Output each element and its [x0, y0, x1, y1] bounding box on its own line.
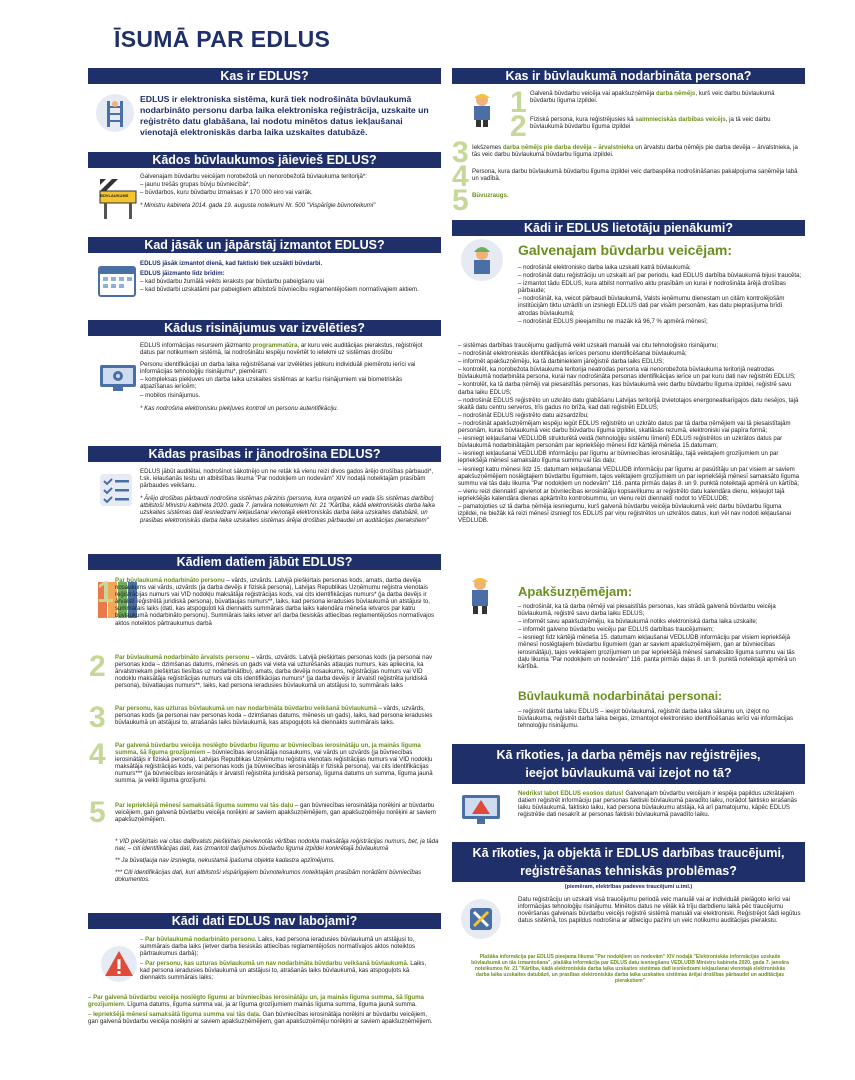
- when-l2: – kad būvdarbi uzskatāmi par pabeigtiem atbilstoši būvniecību reglamentējošiem normatīvajiem aktiem.: [140, 286, 419, 294]
- where-note: * Ministru kabineta 2014. gada 19. augusta noteikumi Nr. 500 "Vispārīgie būvnoteikumi": [140, 202, 376, 210]
- solutions-note: * Kas nodrošina elektronisku piekļuves kontroli un personu autentifikāciju.: [140, 404, 339, 412]
- disruption-subtitle: (piemēram, elektrības padeves traucējumi u.tml.): [564, 884, 693, 890]
- worker-icon: [462, 88, 502, 128]
- solutions-l1: – kompleksas piekļuves un darba laika uzskaites sistēmas ar karšu risinājumiem vai biometriskās atpazīšanas ierīcēm;: [140, 376, 403, 391]
- data-num-4: 4: [89, 738, 106, 771]
- role-general-contractor: Galvenajam būvdarbu veicējam:: [518, 242, 732, 258]
- when-text: [140, 260, 430, 294]
- person-num-1: 1: [510, 86, 527, 119]
- when-l1: – kad būvdarbu žurnālā veikts ieraksts par būvdarbu pabeigšanu vai: [140, 278, 324, 286]
- requirements-note: * Ārējo drošības pārbaudi nodrošina sistēmas pārzinis (persona, kura organizē un vada šīs sistēmas darbību) atbilstoši Ministru kabineta 2020. gada 7. janvāra noteikumiem Nr. 21 "Kārtība, kādā elektroniskās darba laika uzskaites sistēmas datī iesniedzami iekļaušanai vienotajā elektroniskās darba laika uzskaites datubāzē, un prasības elektroniskās darba laika uzskaites sistēmas ārējai drošības pārbaudei un auditācijas pierakstiem": [140, 495, 435, 524]
- section-header-disruption: Kā rīkoties, ja objektā ir EDLUS darbības traucējumi, reģistrēšanas tehniskās problēmas?: [452, 842, 805, 882]
- person-item-3: Iekšzemes darba ņēmējs pie darba devēja – ārvalstnieka un ārvalstu darba ņēmējs pie darba devēja – ārvalstnieka, ja tās veic darbu būvlaukumā būvdarbu līguma izpildei.: [472, 144, 798, 159]
- person-num-4: 4: [452, 160, 469, 193]
- not-registered-text: Nedrīkst labot EDLUS esošos datus! Galvenajam būvdarbu veicējam ir iespēja papildus uzkrātajiem datiem reģistrēt informāciju par personas faktiski būvlaukumā pavadīto laiku, norādot faktisko ierašanās laiku būvlaukumā, faktisko laiku, kad persona būvlaukumu atstāja, kā arī pamatojumu, kāpēc EDLUS reģistrētie dati nesakrīt ar personas faktiski būvlaukumā pavadīto laiku.: [518, 790, 798, 819]
- not-editable-text-2: – Par galvenā būvdarbu veicēja noslēgto līgumu ar būvniecības ierosinātāju un, ja mainās līguma summa, šā līguma grozījumiem. Līguma datums, līguma summa vai, ja ar līguma grozījumiem mainās līguma summa, līguma jaunā summa. – Iepriekšējā mēnesī samaksātā līguma summa vai tās daļa. Gan būvniecības ierosinātāja norēķini ar būvdarbu veicējiem, gan galvenā būvdarbu veicēja norēķini ar saviem apakšuzņēmējiem, gan apakšuzņēmēju norēķini ar saviem apakšuzņēmējiem.: [88, 994, 433, 1026]
- person-num-2: 2: [510, 110, 527, 143]
- section-header-when: Kad jāsāk un jāpārstāj izmantot EDLUS?: [88, 237, 441, 253]
- data-item-3: Par personu, kas uzturas būvlaukumā un nav nodarbināta būvdarbu veikšanā būvlaukumā – vārds, uzvārds, personas kods (ja personai nav personas koda – dzimšanas datums, mēnesis un gads), laiks, kad persona ieradusies būvlaukumā un atstājusi to, atrašanās laiks būvlaukumā, kas atspoguļots kā diennakts summārais laiks.: [115, 705, 433, 727]
- data-num-2: 2: [89, 650, 106, 683]
- solutions-text: [140, 342, 430, 413]
- subcontractor-duties: – nodrošināt, ka tā darba ņēmēji vai piesaistītās personas, kas strādā galvenā būvdarbu veicēja būvlaukumā, reģistrē savu darba laiku EDLUS; – informēt savu apakšuzņēmēju, ka būvlaukumā notiks elektroniskā darba laika uzskaite; – informēt galveno būvdarbu veicēju par EDLUS darbības traucējumiem; – iesniegt līdz kārtējā mēneša 15. datumam iekļaušanai VEDLUDB informāciju par visiem iepriekšējā mēnesī noslēgtajiem būvdarbu līgumiem (gan ar saviem apakšuzņēmējiem, gan ar būvniecības ierosinātāju), tajos veiktajiem grozījumiem un par iepriekšējā mēnesī samaksāto līguma summu vai tās daļu likuma "Par nodokļiem un nodevām" 116. panta pirmās daļas 8. un 9. punktā noteiktajā apmērā un kārtībā.: [518, 603, 796, 670]
- section-header-where: Kādos būvlaukumos jāievieš EDLUS?: [88, 152, 441, 168]
- solutions-l2: – mobilos risinājumus.: [140, 391, 201, 399]
- requirements-p1: EDLUS jābūt auditētai, nodrošinot sākotnējo un ne retāk kā vienu reizi divos gados ārējo drošības pārbaudi*, t.sk. ielaušanās testu un atbilstības likuma "Par nodokļiem un nodevām" XIV nodaļā noteiktajām prasībām pārbaudes veikšanu.: [140, 468, 434, 490]
- page-title: ĪSUMĀ PAR EDLUS: [114, 26, 331, 52]
- where-text: [140, 173, 430, 210]
- checklist-icon: [98, 472, 134, 508]
- solutions-p1a: EDLUS informācijas resursiem jāizmanto: [140, 342, 253, 349]
- worker-ladder-icon: [95, 93, 135, 133]
- data-num-5: 5: [89, 796, 106, 829]
- tools-icon: [460, 898, 502, 940]
- general-duties-1: – nodrošināt elektronisko darba laika uzskaiti katrā būvlaukumā; – nodrošināt datu reģistrāciju un uzskaiti arī par periodu, kad EDLUS darbība būvlaukumā bijusi traucēta; – izmantot tādu EDLUS, kura atbilst normatīvo aktu prasībām un kurai ir nodrošināta ārējā drošības pārbaude; – nodrošināt, ka, veicot pārbaudi būvlaukumā, Valsts ieņēmumu dienestam un citām kontrolējošām institūcijām tiktu uzrādīti un izsniegti EDLUS dati par visām personām, kas datu pieprasījuma brīdī atrodas būvlaukumā; – nodrošināt EDLUS pieejamību ne mazāk kā 96,7 % apmērā mēnesī;: [518, 264, 802, 325]
- when-p2: EDLUS jāizmanto līdz brīdim:: [140, 270, 225, 278]
- data-item-4: Par galvenā būvdarbu veicēja noslēgto būvdarbu līgumu ar būvniecības ierosinātāju un, ja mainās līguma summa, šā līguma grozījumiem – būvniecības ierosinātāja nosaukums, vai vārds un uzvārds (ja būvniecības ierosinātājs ir fiziskā persona). Latvijas Republikas Uzņēmumu reģistra vienotais reģistrācijas numurs vai VID nodokļu maksātāja reģistrācijas kods, vai personas kods (ja būvniecības ierosinātājs ir fiziskā persona), vai cits identifikācijas numurs*** (ja būvniecības ierosinātājs ir ārvalstī reģistrēta juridiskā persona), līguma datums un summa, līguma jaunā summa, ja veikti līguma grozījumi.: [115, 742, 433, 785]
- error-monitor-icon: [460, 793, 502, 827]
- requirements-text: [140, 468, 435, 525]
- subcontractor-icon: [460, 572, 500, 616]
- data-num-3: 3: [89, 701, 106, 734]
- role-subcontractor: Apakšuzņēmējam:: [518, 584, 633, 599]
- person-item-5: Būvuzraugs.: [472, 192, 509, 199]
- settings-monitor-icon: [98, 363, 138, 393]
- where-l2: – būvdarbos, kuru būvdarbu izmaksas ir 170 000 eiro vai vairāk.: [140, 189, 313, 197]
- not-editable-text-1: – Par būvlaukumā nodarbināto personu. Laiks, kad persona ieradusies būvlaukumā un atstājusi to, summārais darba laiks (ietver darba tiesiskās attiecības reglamentējošos normatīvajos aktos noteiktos pārtraukumus darbā); – Par personu, kas uzturas būvlaukumā un nav nodarbināta būvdarbu veikšanā būvlaukumā. Laiks, kad persona ieradusies būvlaukumā un atstājusi to, atrašanās laiks būvlaukumā, kas atspoguļots kā diennakts summārais laiks;: [140, 936, 427, 982]
- data-item-2: Par būvlaukumā nodarbināto ārvalsts personu – vārds, uzvārds. Latvijā piešķirtais personas kods (ja personai nav personas koda – dzimšanas datums, mēnesis un gads vai vieta vai uzturēšanās atļaujas numurs, kas apliecina, ka ārvalstniekam piešķirtas tiesības uz nodarbinātību), amats, darba devēja nosaukums, reģistrācijas numurs vai VID nodokļu maksātāja reģistrācijas numurs vai cits identifikācijas numurs* (ja darba devējs ir ārvalstī reģistrēta juridiskā persona), būvatļaujas numurs**, laiks, kad persona ieradusies būvlaukumā un atstājusi to, summārais laiks: [115, 654, 433, 690]
- general-duties-2: – sistēmas darbības traucējumu gadījumā veikt uzskaiti manuāli vai citu tehnoloģisko risinājumu; – nodrošināt elektroniskās identifikācijas ierīces personu identificēšanai būvlaukumā; – informēt apakšuzņēmēju, ka tā darbiniekiem jāreģistrē darba laiks EDLUS; – kontrolēt, ka norobežota būvlaukuma teritorija neatrodas persona vai nenorobežota būvlaukuma teritorijā neatrodas būvlaukumā nodarbināta persona, kurai nav nodrošināta personas identifikācijas ierīce un par kuru dati nav reģistrēti EDLUS; – kontrolēt, ka tā darba ņēmēji vai piesaistītās personas, kas būvlaukumā veic darbu būvdarbu līguma izpildei, reģistrē savu darba laiku EDLUS; – nodrošināt EDLUS reģistrēto un uzkrāto datu glabāšanu Latvijas teritorijā izvietotajos energoneatkarīgajos datu nesējos, tajā skaitā datu centru serveros, trīs gadus no brīža, kad dati reģistrēti EDLUS; – nodrošināt EDLUS reģistrēto datu aizsardzību; – nodrošināt apakšuzņēmējam iespēju iegūt EDLUS reģistrēto un uzkrāto datus par tā darba ņēmējiem vai tā piesaistītajām personām, kuras būvlaukumā veic darbu būvdarbu līguma izpildei, skatlāsās rezumā, elektroniski vai papīra formā; – iesniegt iekļaušanai VEDLUDB strukturētā veidā (tehnoloģiju sistēmu līmenī) EDLUS reģistrētos un uzkrātos datus par būvlaukumā nodarbinātajām personām par iepriekšējo mēnesi līdz kārtējā mēneša 15.datumam; – iesniegt iekļaušanai VEDLUDB informāciju par līgumu ar būvniecības ierosinātāju, tajā veiktajiem grozījumiem un par iepriekšējā mēnesī samaksāto līguma summu vai tās daļu; – iesniegt katru mēnesi līdz 15. datumam iekļaušanai VEDLUDB informāciju par līgumu ar pasūtītāju un par visiem ar saviem apakšuzņēmējiem noslēgtajiem būvdarbu līgumiem, tajos veiktajiem grozījumiem un par iepriekšējā mēnesī samaksāto līguma summu vai tās daļu likuma "Par nodokļiem un nodevām" 116. panta pirmās daļas 8. un 9. punktā noteiktajā apmērā un kārtībā; – vienu reizi diennaktī apvienot ar būvniecības ierosinātāju kopsavilkumu ar reģistrēto datu kalendāra dienu, iekļaujot tajā iepriekšējās kalendāra dienas apkārtnīto kontrolsummu, un vienu reizi diennaktī nodot to VEDLUDB; – pamatojoties uz tā darba ņēmēja iesniegumu, kurš galvenā būvdarbu veicēja būvlaukumā veic darbu būvdarbu līguma izpildei, ne biežāk kā reizi mēnesī izsniegt tos EDLUS par viņu reģistrētos un uzkrātos datus, kuri vēl nav nodoti iekļaušanai VEDLUDB.: [458, 342, 800, 525]
- section-header-data: Kādiem datiem jābūt EDLUS?: [88, 554, 441, 570]
- what-is-lead: EDLUS ir elektroniska sistēma, kurā tiek nodrošināta būvlaukumā nodarbināto personu darba laika elektroniska reģistrācija, uzskaite un reģistrēto datu glabāšana, lai nodotu minētos datus iekļaušanai vienotajā elektroniskās darba laika uzskaites datubāzē.: [140, 94, 429, 137]
- calendar-icon: [98, 263, 136, 297]
- employee-duties: – reģistrēt darba laiku EDLUS – ieejot būvlaukumā, reģistrēt darba laika sākumu un, izejot no būvlaukuma, reģistrēt darba laika beigas, izmantojot elektronisko identificēšanas ierīci vai informācijas tehnoloģiju risinājumu.: [518, 708, 794, 730]
- role-employed-person: Būvlaukumā nodarbinātai personai:: [518, 689, 723, 703]
- disruption-text: Datu reģistrāciju un uzskaiti visā traucējumu periodā veic manuāli vai ar individuāli pielāgoto ierīci vai informācijas tehnoloģiju risinājumu. Minētos datus ne vēlāk kā trīju darbdienu laikā pēc traucējumu novēršanas galvenais būvdarbu veicējs reģistrē sistēmā manuāli vai elektroniski. Reģistrējot šādi iegūtus datus sistēmā, tos papildus nodrošina ar attiecīgu pazīmi un veic notikumu auditācijas pierakstu.: [518, 896, 801, 925]
- footer-note: Plašāka informācija par EDLUS pieejama likuma "Par nodokļiem un nodevām" XIV nodaļā "Elektroniskās informācijas uzskaite būvlaukumā un tās izmantošana", plašāka informācija par EDLUS datu iesniegšanu VEDLUDB Ministru kabineta 2020. gada 7. janvāra noteikumos Nr. 21 "Kārtība, kādā elektroniskās darba laika uzskaites sistēmas datī iesniedzami iekļaušanai vienotajā elektroniskās darba laika uzskaites datubāzē, un prasības elektroniskās darba laika uzskaites sistēmas ārējai drošības pārbaudei un auditācijas pierakstiem": [471, 954, 789, 984]
- person-item-4: Persona, kura darbu būvlaukumā būvdarbu līguma izpildei veic darbaspēka nodrošināšanas pakalpojuma saņēmēja labā un vadībā.: [472, 168, 798, 183]
- person-item-2: Fiziskā persona, kura reģistrējusies kā saimnieciskās darbības veicējs, ja tā veic darbu būvlaukumā būvdarbu līguma izpildei: [530, 116, 771, 131]
- section-header-employed-person: Kas ir būvlaukumā nodarbināta persona?: [452, 68, 805, 84]
- where-p1: Galvenajam būvdarbu veicējam norobežotā un nenorobežotā būvlaukuma teritorijā*:: [140, 173, 367, 180]
- solutions-p1b: programmatūra: [252, 342, 298, 349]
- person-num-3: 3: [452, 136, 469, 169]
- data-notes: * VID piešķirtais vai citas dalībvalsts piešķirtais pievienotās vērtības nodokļa maksātāja reģistrācijas numurs, bet, ja tāda nav, – citi identifikācijas dati, kas izmantoti darījumos būvdarbu līguma izpildei konkrētajā būvlaukumā ** Ja būvatļauja nav izsniegta, nekustamā īpašuma objekta kadastra apzīmējums. *** Citi identifikācijas dati, kuri atbilstoši vispārīgajiem būvnoteikumos noteiktajām prasībām norādāmi būvniecības dokumentos.: [115, 838, 439, 884]
- person-num-5: 5: [452, 184, 469, 217]
- where-l1: – jaunu trešās grupas būvju būvniecībā*;: [140, 181, 251, 189]
- warning-icon: [100, 945, 138, 983]
- data-item-1: Par būvlaukumā nodarbināto personu – vārds, uzvārds. Latvijā piešķirtais personas kods, amats, darba devēja nosaukums vai vārds, uzvārds (ja darba devējs ir fiziskā persona), Latvijas Republikas Uzņēmumu reģistra vienotais reģistrācijas numurs vai VID nodokļu maksātāja reģistrācijas kods, vai cits identifikācijas numurs* (ja darba devējs ir ārvalstī reģistrētā juridiskā persona), būvatļaujas numurs**, laiks, kad persona ieradusies būvlaukumā un atstājusi to, summārais laiks (dati, kas atspoguļoti kā diennakts summārais darba laiks kalendāra mēneša ietvaros par katru būvlaukumā nodarbināto personu). Summārais laiks ietver arī darba tiesiskās attiecības reglamentējošos normatīvajos aktos noteiktos pārtraukumus darbā: [115, 577, 435, 627]
- section-header-not-editable: Kādi dati EDLUS nav labojami?: [88, 913, 441, 929]
- data-num-1: 1: [97, 576, 114, 609]
- person-item-1: Galvenā būvdarbu veicēja vai apakšuzņēmēja darba ņēmējs, kurš veic darbu būvlaukumā būvdarbu līguma izpildei.: [530, 90, 775, 105]
- section-header-requirements: Kādas prasības ir jānodrošina EDLUS?: [88, 446, 441, 462]
- section-header-solutions: Kādus risinājumus var izvēlēties?: [88, 320, 441, 336]
- solutions-p2: Personu identifikācijai un darba laika reģistrēšanai var izvēlēties jebkuru individuāli piemērotu ierīci vai informācijas tehnoloģiju risinājumu*, piemēram:: [140, 361, 416, 376]
- solutions-p1c: , ar kuru veic auditācijas pierakstus, reģistrējot datus par notikumiem sistēmā, lai nodrošinātu iespēju novērtēt to ietekmi uz sistēmas drošību: [140, 342, 423, 357]
- data-item-5: Par iepriekšējā mēnesī samaksātā līguma summu vai tās daļu – gan būvniecības ierosinātāja norēķini ar būvdarbu veicējiem, gan galvenā būvdarbu veicēja norēķini ar saviem apakšuzņēmējiem, gan apakšuzņēmēju norēķini ar saviem apakšuzņēmējiem.: [115, 802, 436, 824]
- when-p1: EDLUS jāsāk izmantot dienā, kad faktiski tiek uzsākti būvdarbi.: [140, 260, 323, 267]
- section-header-not-registered: Kā rīkoties, ja darba ņēmējs nav reģistrējies, ieejot būvlaukumā vai izejot no tā?: [452, 744, 805, 784]
- section-header-what-is: Kas ir EDLUS?: [88, 68, 441, 84]
- section-header-duties: Kādi ir EDLUS lietotāju pienākumi?: [452, 220, 805, 236]
- contractor-icon: [460, 238, 504, 282]
- sign-text: BŪVLAUKUMS: [100, 193, 129, 198]
